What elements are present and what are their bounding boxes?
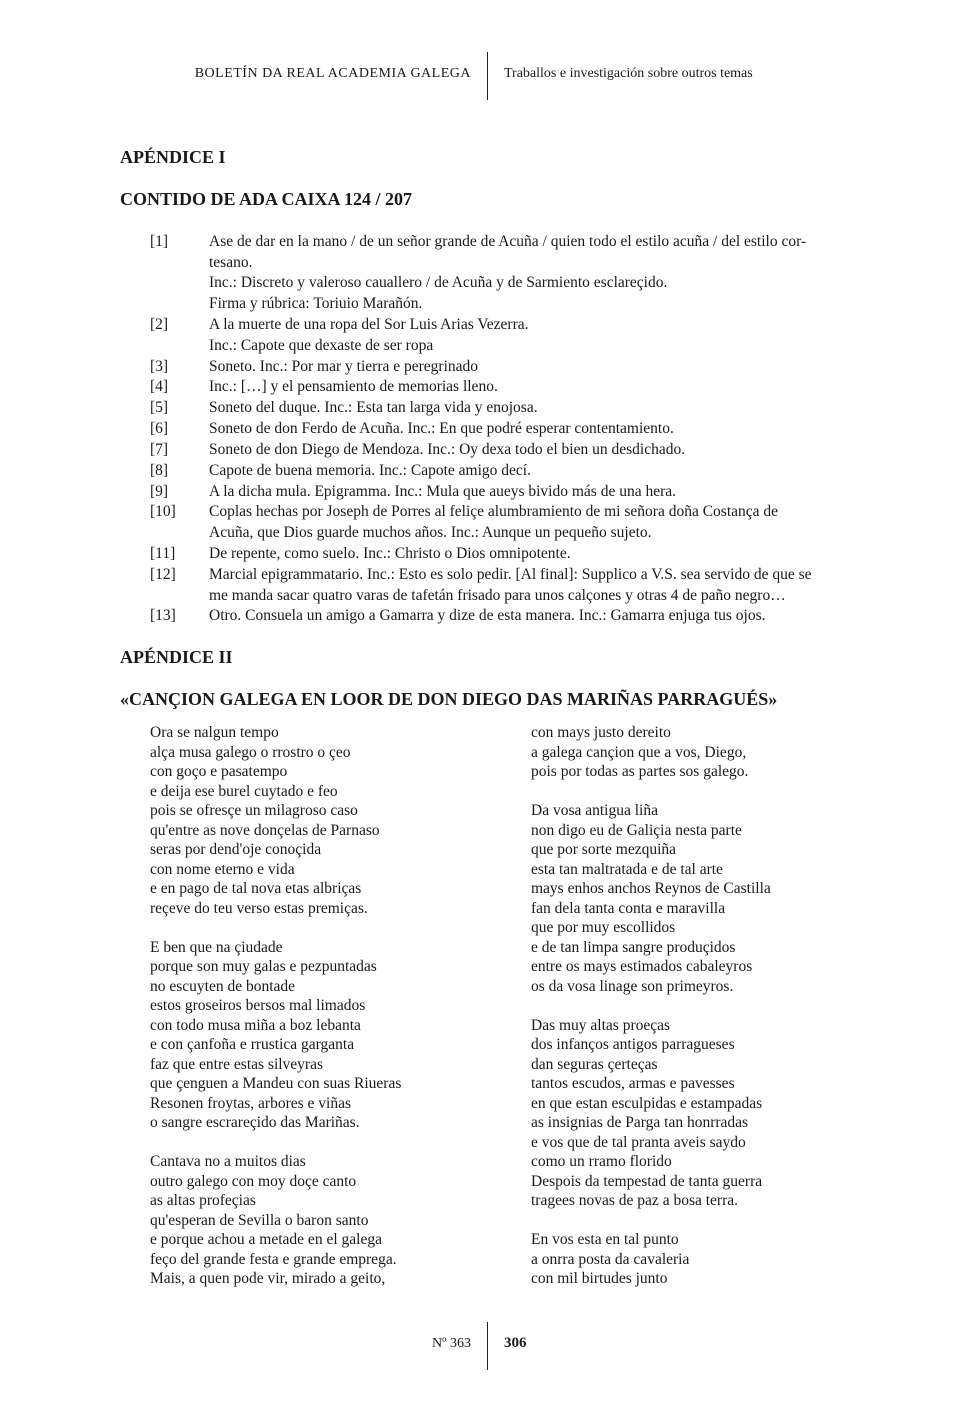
poem-line: as altas profeçias	[150, 1192, 256, 1209]
poem-line: Resonen froytas, arbores e viñas	[150, 1094, 352, 1112]
entry-line: Ase de dar en la mano / de un señor grande de Acuña / quien todo el estilo acuña / del estilo cor-	[209, 233, 807, 250]
running-header	[0, 52, 975, 100]
poem-line: como un rramo florido	[531, 1153, 672, 1170]
poem-line	[531, 782, 771, 802]
entry-text	[209, 461, 856, 482]
entry-text	[209, 606, 856, 627]
poem-line: as insignias de Parga tan honrradas	[531, 1114, 749, 1131]
poem-line: E ben que na çiudade	[150, 938, 283, 956]
appendix-1-subtitle: CONTIDO DE ADA CAIXA 124 / 207	[120, 189, 413, 209]
poem-line: Despois da tempestad de tanta guerra	[531, 1172, 763, 1190]
poem-line: Das muy altas proeças	[531, 1016, 671, 1034]
entry-number: [1]	[150, 233, 169, 250]
entry-number: [5]	[150, 399, 169, 416]
entry-number: [11]	[150, 545, 176, 562]
poem-line: non digo eu de Galiçia nesta parte	[531, 821, 742, 839]
entry-line: Firma y rúbrica: Toriuio Marañón.	[209, 294, 423, 312]
entry-line: Otro. Consuela un amigo a Gamarra y dize de esta manera. Inc.: Gamarra enjuga tus ojos.	[209, 607, 766, 624]
poem-line: alça musa galego o rrostro o çeo	[150, 743, 351, 761]
poem-line: feço del grande festa e grande emprega.	[150, 1250, 397, 1268]
poem-line: dan seguras çerteças	[531, 1055, 658, 1073]
poem-line: entre os mays estimados cabaleyros	[531, 958, 753, 975]
entry-line: Acuña, que Dios guarde muchos años. Inc.: Aunque un pequeño sujeto.	[209, 523, 652, 541]
entry-number: [9]	[150, 483, 169, 500]
entry-text	[209, 502, 856, 543]
poem-line: faz que entre estas silveyras	[150, 1055, 324, 1073]
poem-line: qu'esperan de Sevilla o baron santo	[150, 1211, 369, 1229]
poem-line: que por sorte mezquiña	[531, 841, 677, 858]
entry-line: Soneto del duque. Inc.: Esta tan larga vida y enojosa.	[209, 399, 538, 416]
poem-line: con nome eterno e vida	[150, 860, 295, 878]
page-footer	[0, 1322, 975, 1370]
entry-number: [4]	[150, 378, 169, 395]
appendix-1-title: APÉNDICE I	[120, 147, 226, 167]
appendix-2-title: APÉNDICE II	[120, 647, 233, 667]
appendix-2-subtitle: «CANÇION GALEGA EN LOOR DE DON DIEGO DAS MARIÑAS PARRAGUÉS»	[120, 689, 778, 709]
poem-line: con mil birtudes junto	[531, 1270, 668, 1287]
poem-line: outro galego con moy doçe canto	[150, 1172, 357, 1190]
poem-right-column	[531, 723, 771, 1289]
entry-line: Inc.: Capote que dexaste de ser ropa	[209, 336, 434, 354]
entry-line: Coplas hechas por Joseph de Porres al feliçe alumbramiento de mi señora doña Costança de	[209, 503, 779, 520]
entry-number: [13]	[150, 607, 176, 624]
poem-line: que çenguen a Mandeu con suas Riueras	[150, 1075, 402, 1092]
poem-line: en que estan esculpidas e estampadas	[531, 1094, 763, 1112]
journal-title: BOLETÍN DA REAL ACADEMIA GALEGA	[194, 66, 471, 81]
entry-number: [2]	[150, 316, 169, 333]
poem-left-column	[150, 723, 401, 1289]
poem-line: porque son muy galas e pezpuntadas	[150, 958, 377, 975]
entry-text	[209, 419, 856, 440]
poem-line: Da vosa antigua liña	[531, 802, 658, 819]
poem-line: esta tan maltratada e de tal arte	[531, 860, 723, 878]
section-title: Traballos e investigación sobre outros temas	[504, 66, 753, 81]
entry-line: Inc.: Discreto y valeroso cauallero / de Acuña y de Sarmiento esclareçido.	[209, 274, 668, 291]
poem-line: e con çanfoña e rrustica garganta	[150, 1036, 355, 1053]
poem-line: seras por dend'oje conoçida	[150, 841, 322, 858]
poem-line: con goço e pasatempo	[150, 763, 288, 780]
entry-line: De repente, como suelo. Inc.: Christo o Dios omnipotente.	[209, 545, 571, 562]
poem-line: estos groseiros bersos mal limados	[150, 997, 366, 1014]
page-number: 306	[504, 1335, 527, 1351]
entry-text	[209, 377, 856, 398]
poem-line: e deija ese burel cuytado e feo	[150, 782, 338, 800]
poem-line	[531, 1211, 771, 1231]
entry-text	[209, 398, 856, 419]
poem-line: tragees novas de paz a bosa terra.	[531, 1192, 738, 1209]
poem-line: dos infanços antigos parragueses	[531, 1036, 735, 1053]
poem-line: os da vosa linage son primeyros.	[531, 977, 734, 995]
poem-line: a onrra posta da cavaleria	[531, 1250, 690, 1268]
poem-line: o sangre escrareçido das Mariñas.	[150, 1114, 360, 1131]
poem-line: Ora se nalgun tempo	[150, 724, 279, 741]
poem-line: con mays justo dereito	[531, 724, 671, 741]
entry-line: Soneto de don Ferdo de Acuña. Inc.: En que podré esperar contentamiento.	[209, 420, 674, 437]
entry-line: Inc.: […] y el pensamiento de memorias lleno.	[209, 378, 498, 395]
entry-number: [6]	[150, 420, 169, 437]
entry-text	[209, 440, 856, 461]
entry-line: me manda sacar quatro varas de tafetán frisado para unos calçones y otras 4 de paño negro…	[209, 586, 786, 604]
poem-line: fan dela tanta conta e maravilla	[531, 899, 726, 917]
entry-line: tesano.	[209, 253, 253, 271]
entry-number: [7]	[150, 441, 169, 458]
poem-line: mays enhos anchos Reynos de Castilla	[531, 880, 771, 897]
entry-line: Capote de buena memoria. Inc.: Capote amigo decí.	[209, 462, 531, 479]
poem-line: Mais, a quen pode vir, mirado a geito,	[150, 1270, 386, 1287]
poem-line: reçeve do teu verso estas premiças.	[150, 899, 368, 917]
entry-text	[209, 232, 856, 314]
footer-divider	[487, 1322, 488, 1370]
entry-text	[209, 565, 856, 606]
poem-line: e porque achou a metade en el galega	[150, 1231, 382, 1248]
entry-line: A la muerte de una ropa del Sor Luis Arias Vezerra.	[209, 316, 529, 333]
entry-line: A la dicha mula. Epigramma. Inc.: Mula que aueys bivido más de una hera.	[209, 483, 677, 500]
poem-line: pois se ofresçe un milagroso caso	[150, 802, 358, 819]
poem-line: con todo musa miña a boz lebanta	[150, 1016, 361, 1034]
poem-line: e vos que de tal pranta aveis saydo	[531, 1133, 746, 1151]
entry-line: Soneto. Inc.: Por mar y tierra e peregrinado	[209, 358, 479, 375]
poem-line: e de tan limpa sangre produçidos	[531, 938, 736, 956]
entry-text	[209, 315, 856, 356]
poem-line: a galega cançion que a vos, Diego,	[531, 743, 747, 761]
entry-line: Marcial epigrammatario. Inc.: Esto es solo pedir. [Al final]: Supplico a V.S. sea servido de que se	[209, 566, 812, 583]
entry-text	[209, 357, 856, 378]
entry-number: [10]	[150, 503, 176, 520]
poem-line: que por muy escollidos	[531, 919, 676, 936]
poem-line: Cantava no a muitos dias	[150, 1153, 306, 1170]
entry-number: [12]	[150, 566, 176, 583]
poem-line: tantos escudos, armas e pavesses	[531, 1075, 735, 1092]
poem-line: e en pago de tal nova etas albriças	[150, 880, 362, 897]
entry-number: [8]	[150, 462, 169, 479]
issue-number: Nº 363	[432, 1336, 471, 1351]
poem-line	[150, 1133, 401, 1153]
poem-line: En vos esta en tal punto	[531, 1231, 679, 1248]
poem-line	[150, 918, 401, 938]
entry-text	[209, 544, 856, 565]
poem-line: no escuyten de bontade	[150, 977, 296, 995]
entry-text	[209, 482, 856, 503]
entry-number: [3]	[150, 358, 169, 375]
poem-line	[531, 996, 771, 1016]
poem-line: qu'entre as nove donçelas de Parnaso	[150, 821, 380, 839]
header-divider	[487, 52, 488, 100]
entry-line: Soneto de don Diego de Mendoza. Inc.: Oy dexa todo el bien un desdichado.	[209, 441, 686, 458]
poem-line: pois por todas as partes sos galego.	[531, 763, 749, 780]
